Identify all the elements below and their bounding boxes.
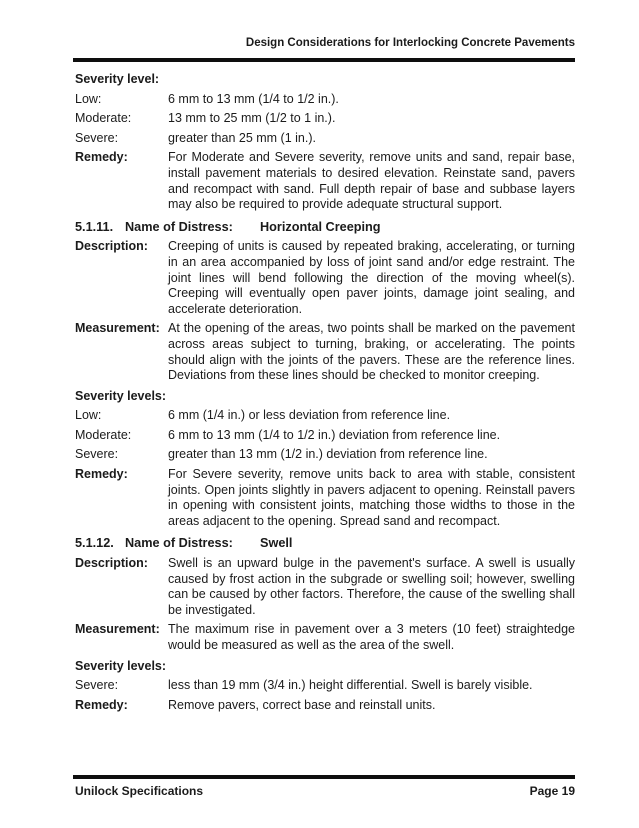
- description-label: Description:: [75, 239, 148, 254]
- description-row: [75, 556, 575, 618]
- severity-label: Low:: [75, 91, 102, 106]
- severity-value: less than 19 mm (3/4 in.) height differential. Swell is barely visible.: [168, 678, 533, 693]
- severity-row-low: [75, 92, 575, 108]
- severity-row-severe: [75, 678, 575, 694]
- severity-level-heading: Severity level:: [75, 72, 160, 86]
- severity-value: greater than 13 mm (1/2 in.) deviation from reference line.: [168, 447, 488, 462]
- description-text: Swell is an upward bulge in the pavement's surface. A swell is usually caused by frost action in the subgrade or swelling soil; however, swelling can be caused by other factors. Therefore, the cause of the swelling shall be investigated.: [168, 556, 575, 617]
- remedy-text: Remove pavers, correct base and reinstall units.: [168, 697, 436, 712]
- measurement-text: The maximum rise in pavement over a 3 meters (10 feet) straightedge would be measured as well as the area of the swell.: [168, 622, 575, 652]
- measurement-text: At the opening of the areas, two points shall be marked on the pavement across areas subject to turning, braking, or accelerating. The points should align with the joints of the pavers. These are the reference lines. Deviations from these lines should be checked to monitor creeping.: [168, 321, 575, 383]
- section-number: 5.1.11.: [75, 219, 114, 234]
- remedy-row: [75, 467, 575, 529]
- severity-label: Severe:: [75, 130, 119, 145]
- severity-row-low: [75, 408, 575, 424]
- description-row: [75, 239, 575, 317]
- remedy-row: [75, 150, 575, 212]
- severity-label: Severe:: [75, 678, 119, 693]
- description-text: Creeping of units is caused by repeated braking, accelerating, or turning in an area accompanied by loss of joint sand and/or edge restraint. The joint lines will bend following the direction of the moving wheel(s). Creeping will eventually open paver joints, damage joint sealing, and accelerate deterioration.: [168, 239, 575, 316]
- severity-value: 6 mm to 13 mm (1/4 to 1/2 in.) deviation from reference line.: [168, 427, 501, 442]
- severity-value: 6 mm (1/4 in.) or less deviation from reference line.: [168, 408, 451, 423]
- header-rule: [73, 58, 575, 62]
- severity-value: 13 mm to 25 mm (1/2 to 1 in.).: [168, 111, 336, 126]
- remedy-text: For Moderate and Severe severity, remove units and sand, repair base, install pavement materials to desired elevation. Reinstate sand, pavers and recompact with sand. Full depth repair of base and subbase layers may also be required to provide adequate structural support.: [168, 150, 575, 212]
- footer-rule: [73, 775, 575, 779]
- severity-row-moderate: [75, 111, 575, 127]
- section-heading-5-1-11: [75, 220, 575, 236]
- page-footer: [75, 775, 575, 800]
- severity-value: greater than 25 mm (1 in.).: [168, 130, 316, 145]
- measurement-label: Measurement:: [75, 622, 160, 637]
- remedy-label: Remedy:: [75, 467, 128, 482]
- distress-name: Horizontal Creeping: [260, 219, 381, 234]
- severity-levels-heading: Severity levels:: [75, 388, 167, 403]
- measurement-row: [75, 622, 575, 653]
- severity-row-moderate: [75, 428, 575, 444]
- remedy-label: Remedy:: [75, 697, 128, 712]
- page-header: [75, 36, 575, 62]
- severity-label: Severe:: [75, 447, 119, 462]
- section-heading-5-1-12: [75, 536, 575, 552]
- description-label: Description:: [75, 556, 148, 571]
- severity-label: Moderate:: [75, 427, 132, 442]
- severity-label: Moderate:: [75, 111, 132, 126]
- severity-row-severe: [75, 131, 575, 147]
- measurement-label: Measurement:: [75, 321, 160, 336]
- severity-value: 6 mm to 13 mm (1/4 to 1/2 in.).: [168, 91, 339, 106]
- severity-label: Low:: [75, 408, 102, 423]
- remedy-row: [75, 698, 575, 714]
- remedy-text: For Severe severity, remove units back to area with stable, consistent joints. Open joints slightly in pavers adjacent to opening. Reinstall pavers in opening with consistent joints, matching those widths to those in the areas adjacent to the opening. Spread sand and recompact.: [168, 467, 575, 528]
- severity-row-severe: [75, 447, 575, 463]
- remedy-label: Remedy:: [75, 150, 128, 165]
- header-title: Design Considerations for Interlocking Concrete Pavements: [245, 37, 575, 49]
- distress-label: Name of Distress:: [125, 536, 233, 551]
- footer-row: [75, 784, 575, 800]
- footer-left: Unilock Specifications: [75, 784, 204, 798]
- severity-levels-heading: Severity levels:: [75, 658, 167, 673]
- measurement-row: [75, 321, 575, 383]
- footer-page-number: Page 19: [529, 784, 575, 798]
- page-content: [75, 72, 575, 713]
- section-number: 5.1.12.: [75, 536, 114, 551]
- distress-name: Swell: [260, 536, 293, 551]
- distress-label: Name of Distress:: [125, 219, 233, 234]
